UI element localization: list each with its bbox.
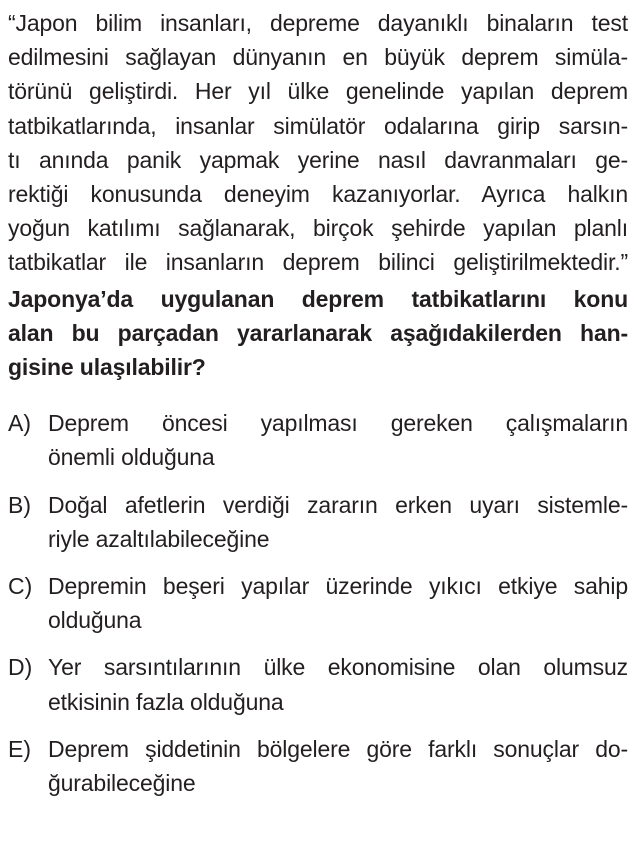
passage-line: yoğun katılımı sağlanarak, birçok şehirde yapılan planlı — [8, 215, 628, 242]
option-letter: A) — [8, 410, 31, 437]
option-letter: E) — [8, 735, 31, 762]
answer-options — [8, 406, 628, 800]
option-a[interactable] — [8, 406, 628, 474]
passage-line: “Japon bilim insanları, depreme dayanıklı binaların test — [8, 10, 628, 36]
passage-line: tatbikatlar ile insanların deprem bilinci geliştirilmektedir.” — [8, 249, 628, 276]
option-text-line: ğurabileceğine — [48, 770, 196, 797]
question-line: Japonya’da uygulanan deprem tatbikatlarını konu — [8, 285, 628, 312]
option-letter: C) — [8, 573, 33, 600]
option-text-line: etkisinin fazla olduğuna — [48, 688, 284, 715]
option-text-line: Yer sarsıntılarının ülke ekonomisine olan olumsuz — [48, 654, 628, 681]
option-text-line: olduğuna — [48, 607, 142, 634]
option-text-line: Doğal afetlerin verdiği zararın erken uyarı sistemle- — [48, 491, 628, 518]
passage-line: rektiği konusunda deneyim kazanıyorlar. Ayrıca halkın — [8, 181, 628, 208]
passage-line: törünü geliştirdi. Her yıl ülke genelinde yapılan deprem — [8, 78, 628, 105]
option-letter: B) — [8, 491, 31, 518]
option-b[interactable] — [8, 488, 628, 556]
option-d[interactable] — [8, 650, 628, 718]
option-c[interactable] — [8, 569, 628, 637]
passage-text — [8, 6, 628, 280]
passage-line: tatbikatlarında, insanlar simülatör odalarına girip sarsın- — [8, 112, 628, 139]
option-text-line: Deprem öncesi yapılması gereken çalışmaların — [48, 410, 628, 437]
passage-line: edilmesini sağlayan dünyanın en büyük deprem simüla- — [8, 44, 628, 71]
option-text-line: önemli olduğuna — [48, 444, 215, 471]
option-letter: D) — [8, 654, 33, 681]
option-text-line: Depremin beşeri yapılar üzerinde yıkıcı etkiye sahip — [48, 573, 628, 600]
option-text-line: Deprem şiddetinin bölgelere göre farklı sonuçlar do- — [48, 735, 628, 762]
question-stem — [8, 282, 628, 385]
question-line: alan bu parçadan yararlanarak aşağıdakilerden han- — [8, 319, 628, 346]
question-line: gisine ulaşılabilir? — [8, 354, 206, 381]
option-e[interactable] — [8, 732, 628, 800]
option-text-line: riyle azaltılabileceğine — [48, 525, 270, 552]
passage-line: tı anında panik yapmak yerine nasıl davranmaları ge- — [8, 146, 628, 173]
